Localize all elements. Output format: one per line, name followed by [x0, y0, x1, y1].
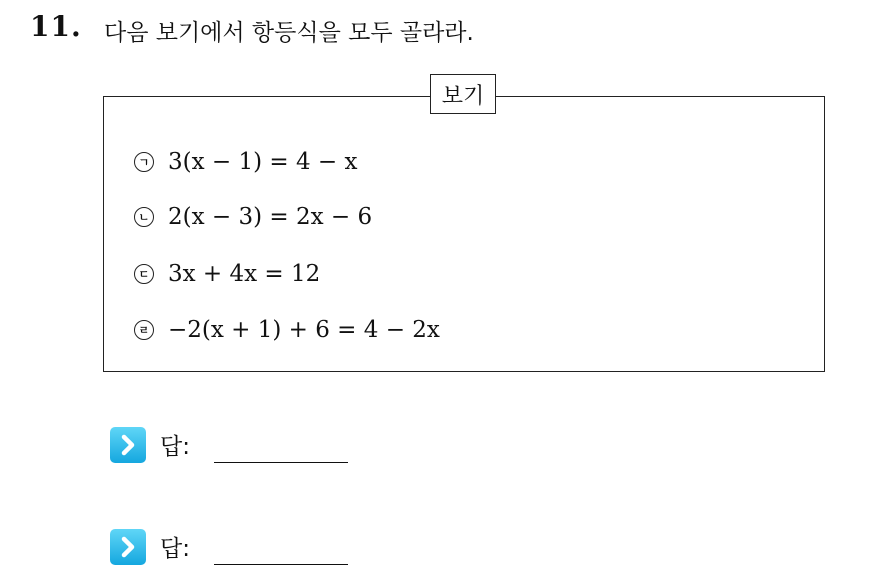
choice-expression: 3(x − 1) = 4 − x — [168, 149, 358, 175]
answer-blank[interactable] — [214, 564, 348, 565]
answer-row-2 — [110, 528, 348, 565]
chevron-right-icon — [110, 427, 146, 463]
bogi-title: 보기 — [430, 74, 496, 114]
choice-mark: ㄷ — [134, 264, 154, 284]
choice-item-1 — [134, 145, 357, 179]
choice-expression: 3x + 4x = 12 — [168, 261, 321, 287]
choice-expression: −2(x + 1) + 6 = 4 − 2x — [168, 317, 440, 343]
choice-item-3 — [134, 257, 320, 291]
answer-label: 답: — [160, 536, 190, 562]
chevron-right-icon — [110, 529, 146, 565]
answer-label: 답: — [160, 434, 190, 460]
choice-mark: ㄹ — [134, 320, 154, 340]
choice-expression: 2(x − 3) = 2x − 6 — [168, 204, 373, 230]
answer-blank[interactable] — [214, 462, 348, 463]
answer-row-1 — [110, 426, 348, 463]
choice-mark: ㄴ — [134, 207, 154, 227]
choice-item-2 — [134, 200, 372, 234]
question-text: 다음 보기에서 항등식을 모두 골라라. — [104, 20, 474, 46]
choice-item-4 — [134, 313, 440, 347]
question-number: 11. — [30, 10, 82, 43]
choice-mark: ㄱ — [134, 152, 154, 172]
